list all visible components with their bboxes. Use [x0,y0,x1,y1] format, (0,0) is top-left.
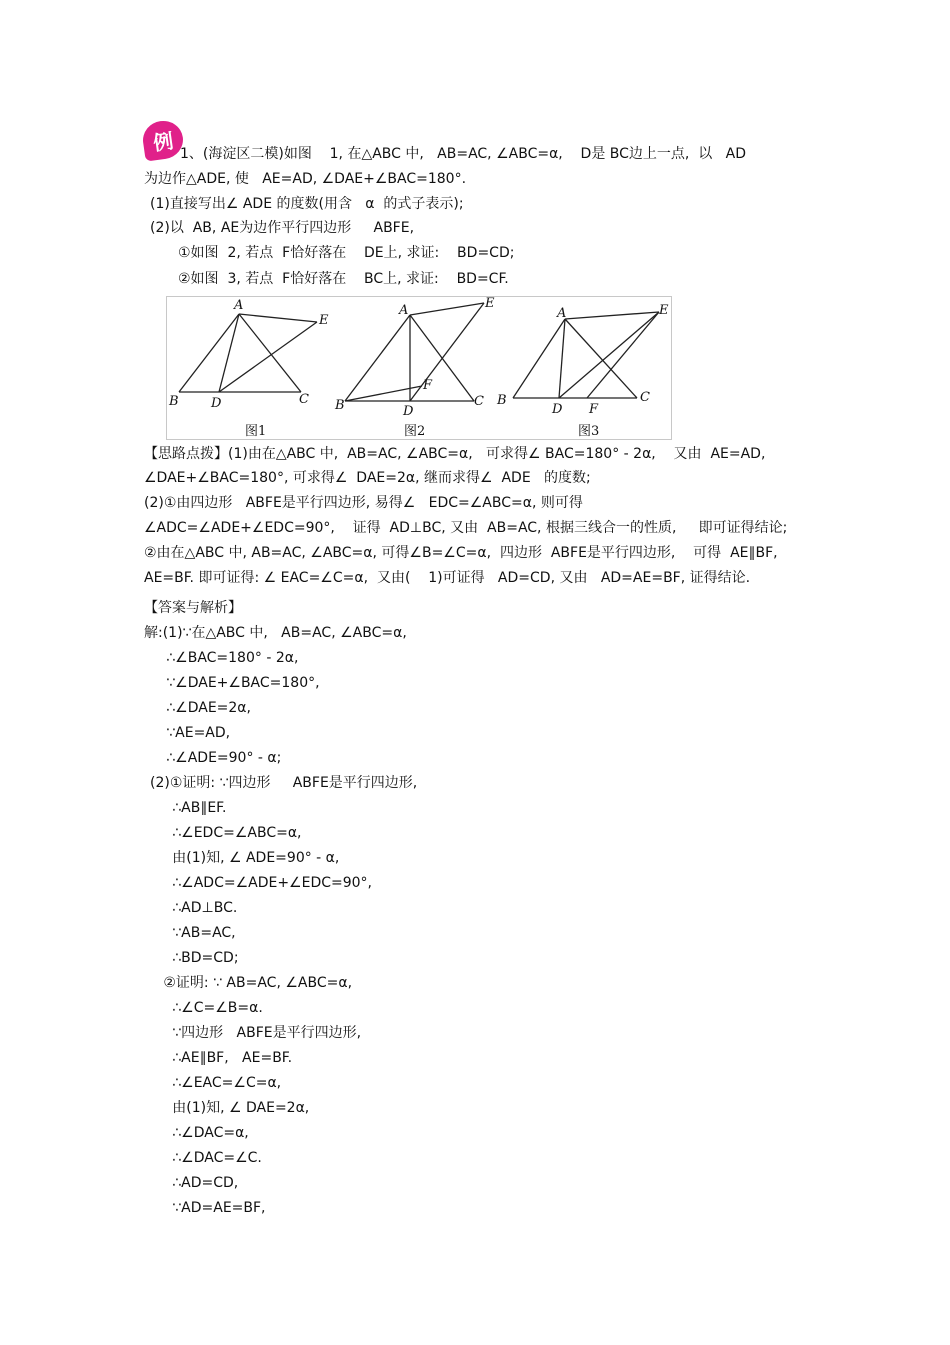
answer-line: ∴∠EDC=∠ABC=α, [150,825,302,841]
answer-line: ∴∠DAE=2α, [144,700,251,716]
question-1: (1)直接写出∠ ADE 的度数(用含 α 的式子表示); [150,196,464,212]
answer-line: ∴AD=CD, [150,1175,239,1191]
fig2-label-c: C [474,394,484,409]
answer-line: 解:(1)∵在△ABC 中, AB=AC, ∠ABC=α, [144,625,407,641]
answer-line: ∴∠BAC=180° - 2α, [144,650,299,666]
hint-line-1: 【思路点拨】(1)由在△ABC 中, AB=AC, ∠ABC=α, 可求得∠ BAC=180° - 2α, 又由 AE=AD, [144,446,766,462]
answer-line: ∵AB=AC, [150,925,236,941]
fig3-label-c: C [640,390,650,405]
fig2-caption: 图2 [404,424,426,439]
hint-line-2: ∠DAE+∠BAC=180°, 可求得∠ DAE=2α, 继而求得∠ ADE 的度数; [144,470,591,486]
answer-line: ∴AB∥EF. [150,800,227,816]
fig2-label-e: E [485,297,495,311]
fig3-label-a: A [557,306,567,321]
answer-line: ∴∠C=∠B=α. [150,1000,263,1016]
hint-line-6: AE=BF. 即可证得: ∠ EAC=∠C=α, 又由( 1)可证得 AD=CD, 又由 AD=AE=BF, 证得结论. [144,570,751,586]
fig3-label-d: D [552,402,563,417]
fig2-label-d: D [403,404,414,419]
answer-line: 由(1)知, ∠ ADE=90° - α, [150,850,340,866]
answer-line: ∴∠DAC=α, [150,1125,249,1141]
fig3-label-b: B [497,393,507,408]
example-badge-icon: 例 [141,118,186,161]
hint-line-5: ②由在△ABC 中, AB=AC, ∠ABC=α, 可得∠B=∠C=α, 四边形 ABFE是平行四边形, 可得 AE∥BF, [144,545,778,561]
figure-1-lines [179,314,317,392]
geometry-figures [166,296,672,440]
hint-line-3: (2)①由四边形 ABFE是平行四边形, 易得∠ EDC=∠ABC=α, 则可得 [144,495,583,511]
answer-line: ∴∠ADE=90° - α; [144,750,282,766]
figure-3-lines [513,312,659,398]
answer-line: ∴∠DAC=∠C. [150,1150,262,1166]
answer-line: ∵AE=AD, [144,725,231,741]
fig1-label-e: E [319,313,329,328]
question-2a: ①如图 2, 若点 F恰好落在 DE上, 求证: BD=CD; [178,245,515,261]
figures-svg [167,297,671,439]
fig3-label-f: F [589,402,599,417]
answer-line: ∴∠ADC=∠ADE+∠EDC=90°, [150,875,373,891]
problem-line-1: 1、(海淀区二模)如图 1, 在△ABC 中, AB=AC, ∠ABC=α, D是 BC边上一点, 以 AD [180,146,746,162]
fig3-caption: 图3 [578,424,600,439]
fig1-label-c: C [299,392,309,407]
fig1-caption: 图1 [245,424,267,439]
fig3-label-e: E [659,303,669,318]
fig1-label-d: D [211,396,222,411]
fig1-label-b: B [169,394,179,409]
answer-line: (2)①证明: ∵四边形 ABFE是平行四边形, [150,775,418,791]
fig2-label-f: F [423,378,433,393]
answer-line: ∴BD=CD; [150,950,239,966]
answer-line: ∴AE∥BF, AE=BF. [150,1050,293,1066]
answer-line: ∴∠EAC=∠C=α, [150,1075,282,1091]
fig2-label-a: A [399,303,409,318]
answer-heading: 【答案与解析】 [144,600,242,616]
figure-2-lines [345,303,484,401]
fig2-label-b: B [335,398,345,413]
question-2b: ②如图 3, 若点 F恰好落在 BC上, 求证: BD=CF. [178,271,509,287]
answer-line: ∵AD=AE=BF, [150,1200,266,1216]
answer-line: ∵∠DAE+∠BAC=180°, [144,675,320,691]
hint-line-4: ∠ADC=∠ADE+∠EDC=90°, 证得 AD⊥BC, 又由 AB=AC, 根据三线合一的性质, 即可证得结论; [144,520,788,536]
answer-line: ②证明: ∵ AB=AC, ∠ABC=α, [150,975,353,991]
answer-line: ∵四边形 ABFE是平行四边形, [150,1025,362,1041]
problem-line-2: 为边作△ADE, 使 AE=AD, ∠DAE+∠BAC=180°. [144,171,467,187]
answer-line: 由(1)知, ∠ DAE=2α, [150,1100,310,1116]
answer-line: ∴AD⊥BC. [150,900,238,916]
fig1-label-a: A [234,298,244,313]
question-2: (2)以 AB, AE为边作平行四边形 ABFE, [150,220,415,236]
